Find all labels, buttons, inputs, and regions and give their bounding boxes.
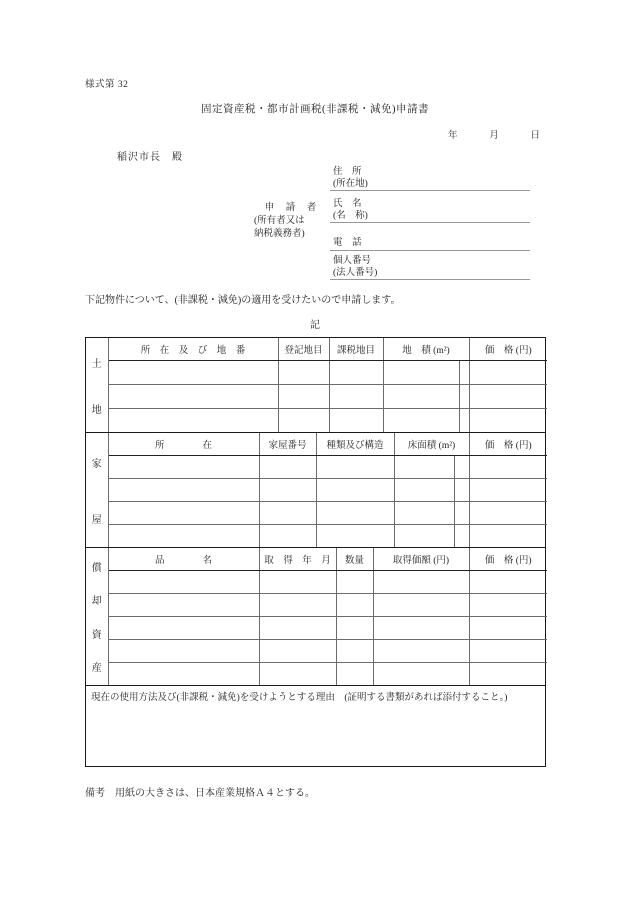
house-label-char1: 家 — [91, 458, 102, 470]
empty-cell — [336, 594, 373, 617]
empty-cell — [108, 361, 278, 385]
empty-cell — [108, 663, 259, 686]
house-col-floor-area: 床面積 (m²) — [394, 433, 469, 456]
table-row — [86, 361, 547, 385]
depreciable-col-acquisition-value: 取得価額 (円) — [373, 548, 469, 571]
empty-cell — [259, 456, 316, 479]
land-col-taxed-category: 課税地目 — [329, 338, 383, 361]
land-col-area: 地 積 (m²) — [383, 338, 469, 361]
empty-cell — [108, 385, 278, 409]
empty-cell — [108, 456, 259, 479]
depreciable-label-char3: 資 — [91, 629, 102, 641]
empty-cell — [454, 502, 469, 525]
house-col-number: 家屋番号 — [259, 433, 316, 456]
empty-cell — [454, 479, 469, 502]
empty-cell — [373, 594, 469, 617]
table-row — [86, 663, 547, 686]
empty-cell — [469, 617, 547, 640]
empty-cell — [278, 409, 329, 433]
empty-cell — [108, 617, 259, 640]
house-col-price: 価 格 (円) — [469, 433, 547, 456]
table-row — [86, 617, 547, 640]
land-section — [86, 338, 545, 433]
empty-cell — [259, 663, 336, 686]
depreciable-label-char4: 産 — [91, 663, 102, 675]
applicant-role-line2: (所有者又は — [254, 216, 305, 226]
empty-cell — [336, 571, 373, 594]
empty-cell — [373, 640, 469, 663]
empty-cell — [108, 525, 259, 548]
empty-cell — [469, 571, 547, 594]
house-col-type-structure: 種類及び構造 — [316, 433, 394, 456]
empty-cell — [469, 385, 547, 409]
table-row — [86, 479, 547, 502]
depreciable-label-char2: 却 — [91, 596, 102, 608]
house-col-location: 所 在 — [108, 433, 259, 456]
address-field — [330, 167, 530, 191]
table-row — [86, 385, 547, 409]
table-row — [86, 640, 547, 663]
empty-cell — [373, 663, 469, 686]
table-row — [86, 594, 547, 617]
form-number: 様式第 32 — [85, 80, 129, 90]
date-year-label: 年 — [448, 131, 458, 141]
empty-cell — [394, 525, 454, 548]
empty-cell — [459, 385, 469, 409]
personal-number-field-label-line2: (法人番号) — [333, 267, 378, 278]
statement-text: 下記物件について、(非課税・減免)の適用を受けたいので申請します。 — [85, 295, 401, 306]
empty-cell — [278, 361, 329, 385]
depreciable-col-item-name: 品 名 — [108, 548, 259, 571]
date-line — [448, 127, 540, 141]
empty-cell — [316, 456, 394, 479]
depreciable-section-label — [86, 548, 108, 685]
name-field-label-line1: 氏 名 — [333, 199, 362, 209]
empty-cell — [329, 409, 383, 433]
empty-cell — [259, 617, 336, 640]
applicant-role-line1: 申 請 者 — [264, 203, 318, 213]
empty-cell — [469, 663, 547, 686]
empty-cell — [316, 479, 394, 502]
empty-cell — [454, 525, 469, 548]
reason-box — [86, 686, 545, 766]
land-header-row — [86, 338, 547, 361]
empty-cell — [259, 479, 316, 502]
land-label-char2: 地 — [91, 404, 102, 416]
empty-cell — [383, 361, 459, 385]
table-row — [86, 456, 547, 479]
page-title: 固定資産税・都市計画税(非課税・減免)申請書 — [201, 104, 429, 115]
empty-cell — [394, 456, 454, 479]
table-row — [86, 525, 547, 548]
house-header-row — [86, 433, 547, 456]
personal-number-field-label-line1: 個人番号 — [333, 256, 372, 266]
empty-cell — [259, 571, 336, 594]
address-field-label-line2: (所在地) — [333, 178, 368, 189]
applicant-role-line3: 納税義務者) — [254, 229, 305, 239]
property-table — [85, 337, 546, 767]
empty-cell — [469, 502, 547, 525]
remarks-note: 備考 用紙の大きさは、日本産業規格Ａ４とする。 — [85, 788, 315, 799]
table-row — [86, 571, 547, 594]
name-field — [330, 199, 530, 223]
depreciable-assets-section — [86, 548, 545, 686]
house-section — [86, 433, 545, 548]
empty-cell — [108, 502, 259, 525]
empty-cell — [459, 361, 469, 385]
applicant-role-label — [254, 202, 328, 241]
empty-cell — [336, 617, 373, 640]
depreciable-label-char1: 償 — [91, 562, 102, 574]
house-section-label — [86, 433, 108, 547]
empty-cell — [383, 409, 459, 433]
empty-cell — [469, 456, 547, 479]
empty-cell — [469, 361, 547, 385]
empty-cell — [469, 525, 547, 548]
empty-cell — [394, 479, 454, 502]
empty-cell — [469, 479, 547, 502]
empty-cell — [383, 385, 459, 409]
empty-cell — [329, 385, 383, 409]
depreciable-header-row — [86, 548, 547, 571]
personal-number-field — [330, 256, 530, 280]
address-field-label-line1: 住 所 — [333, 167, 362, 177]
empty-cell — [336, 663, 373, 686]
empty-cell — [373, 617, 469, 640]
table-row — [86, 409, 547, 433]
house-label-char2: 屋 — [91, 514, 102, 526]
empty-cell — [454, 456, 469, 479]
empty-cell — [108, 640, 259, 663]
land-col-location: 所 在 及 び 地 番 — [108, 338, 278, 361]
land-col-price: 価 格 (円) — [469, 338, 547, 361]
land-label-char1: 土 — [91, 358, 102, 370]
date-month-label: 月 — [489, 131, 499, 141]
empty-cell — [259, 594, 336, 617]
depreciable-col-price: 価 格 (円) — [469, 548, 547, 571]
empty-cell — [459, 409, 469, 433]
empty-cell — [108, 479, 259, 502]
depreciable-col-quantity: 数量 — [336, 548, 373, 571]
empty-cell — [394, 502, 454, 525]
reason-box-header: 現在の使用方法及び(非課税・減免)を受けようとする理由 (証明する書類があれば添付すること。) — [91, 693, 508, 703]
empty-cell — [259, 502, 316, 525]
phone-field — [330, 238, 530, 251]
empty-cell — [316, 525, 394, 548]
empty-cell — [108, 409, 278, 433]
land-col-registered-category: 登記地目 — [278, 338, 329, 361]
record-marker: 記 — [310, 320, 320, 331]
empty-cell — [259, 525, 316, 548]
empty-cell — [259, 640, 336, 663]
empty-cell — [316, 502, 394, 525]
empty-cell — [108, 594, 259, 617]
empty-cell — [469, 640, 547, 663]
empty-cell — [469, 594, 547, 617]
name-field-label-line2: (名 称) — [333, 210, 368, 221]
phone-field-label: 電 話 — [333, 238, 362, 248]
empty-cell — [278, 385, 329, 409]
addressee: 稲沢市長 殿 — [117, 152, 183, 163]
date-day-label: 日 — [530, 131, 540, 141]
depreciable-col-acquisition-date: 取 得 年 月 — [259, 548, 336, 571]
empty-cell — [336, 640, 373, 663]
empty-cell — [329, 361, 383, 385]
land-section-label — [86, 338, 108, 432]
empty-cell — [108, 571, 259, 594]
table-row — [86, 502, 547, 525]
empty-cell — [373, 571, 469, 594]
empty-cell — [469, 409, 547, 433]
